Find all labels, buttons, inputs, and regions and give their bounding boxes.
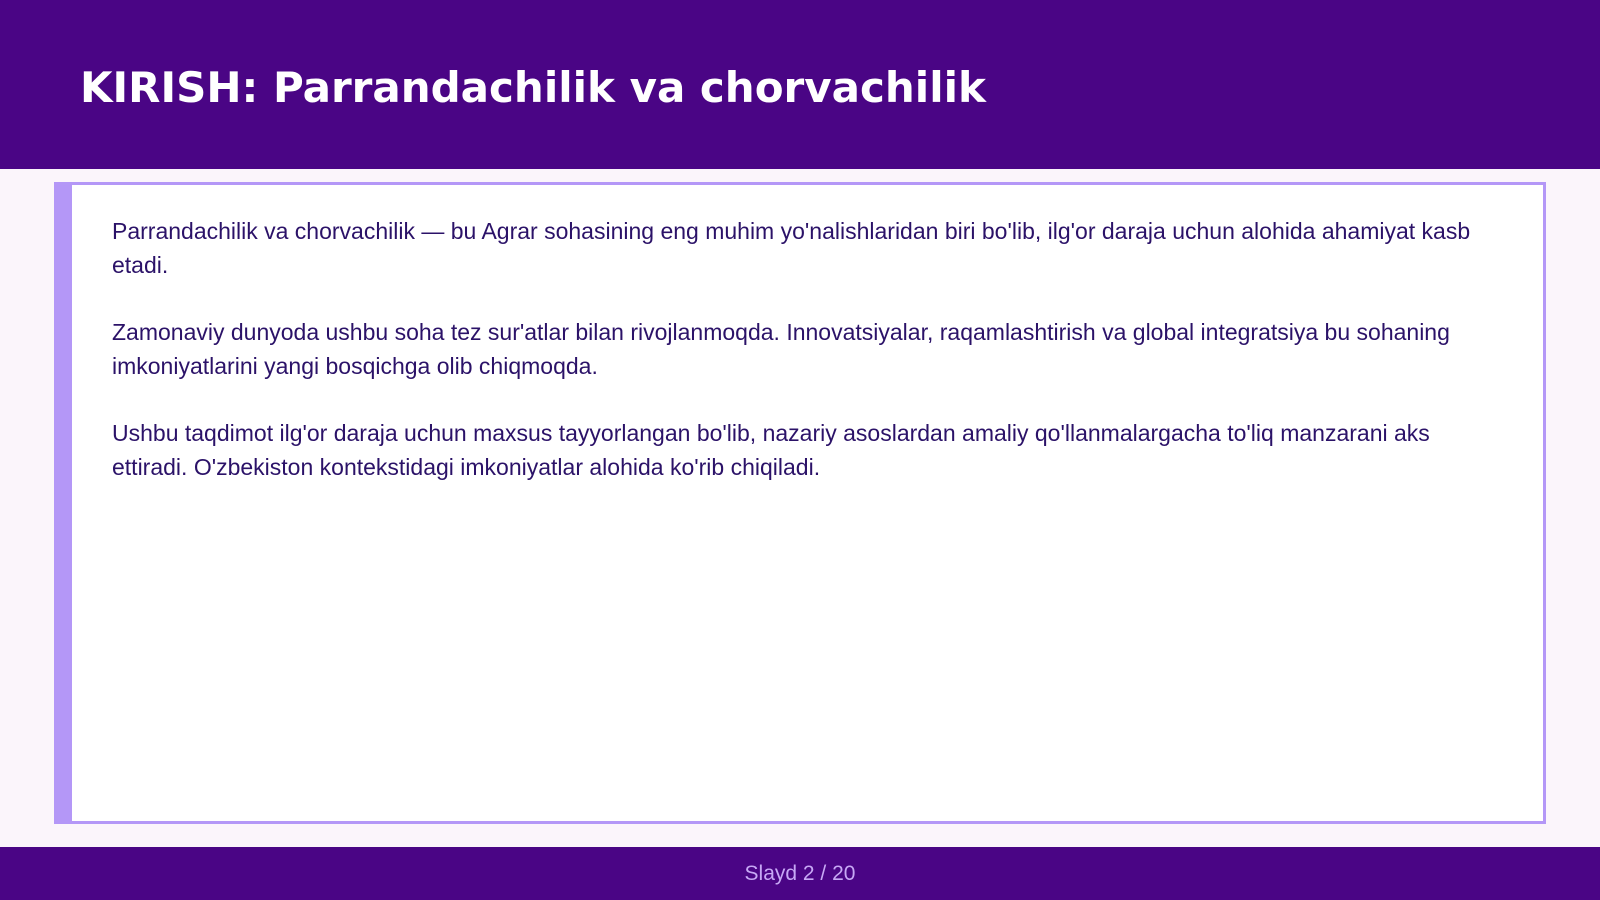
slide-counter: Slayd 2 / 20 [744,861,856,885]
slide-footer [0,847,1600,900]
presentation-purpose-paragraph: Ushbu taqdimot ilg'or daraja uchun maxsus tayyorlangan bo'lib, nazariy asoslardan amaliy qo'llanmalargacha to'liq manzarani aks ettiradi. O'zbekiston kontekstidagi imkoniyatlar alohida ko'rib chiqiladi. [112,420,1430,480]
intro-paragraph: Parrandachilik va chorvachilik — bu Agrar sohasining eng muhim yo'nalishlaridan biri bo'lib, ilg'or daraja uchun alohida ahamiyat kasb etadi. [112,218,1471,278]
content-panel [54,182,1546,824]
slide-header [0,0,1600,169]
modern-world-paragraph: Zamonaviy dunyoda ushbu soha tez sur'atlar bilan rivojlanmoqda. Innovatsiyalar, raqamlashtirish va global integratsiya bu sohaning imkoniyatlarini yangi bosqichga olib chiqmoqda. [112,319,1450,379]
content-paragraphs [112,214,1492,517]
slide-title: KIRISH: Parrandachilik va chorvachilik [80,63,986,112]
